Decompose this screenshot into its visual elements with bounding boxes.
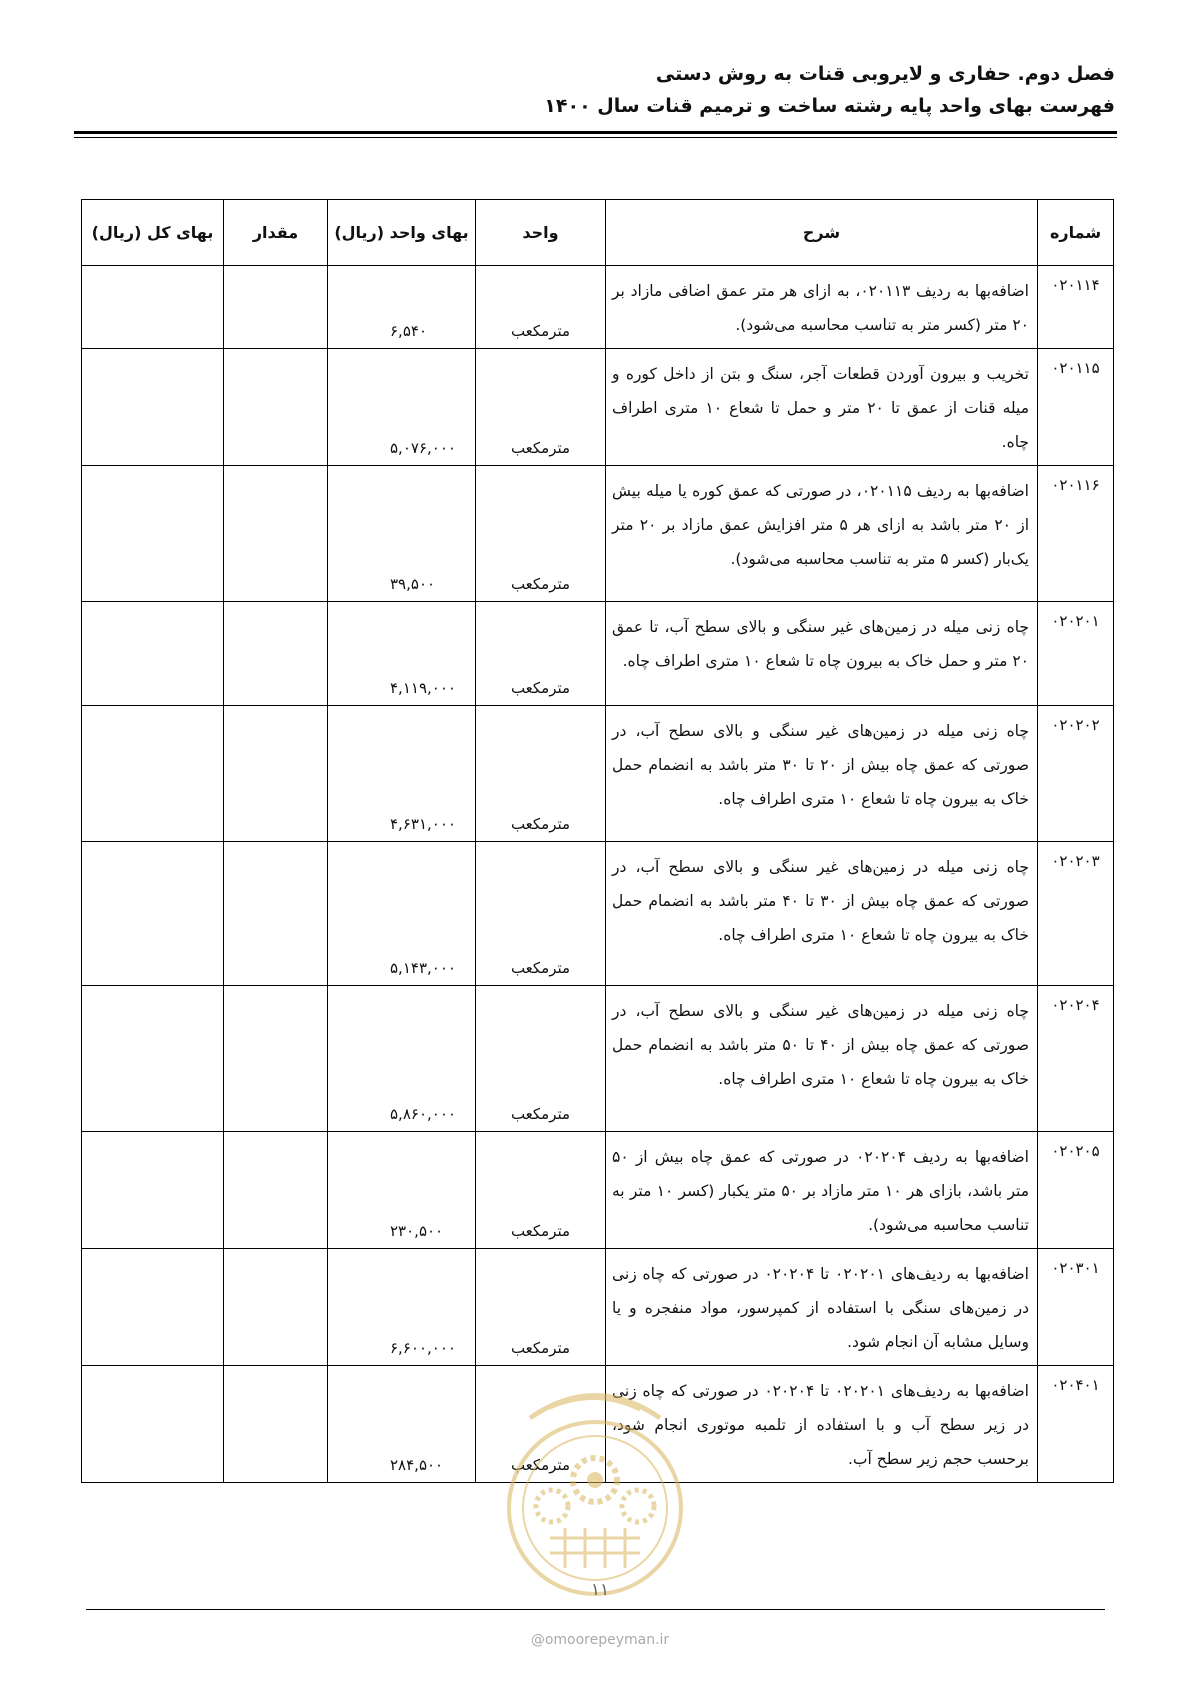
row-number: ۰۲۰۲۰۳ (1038, 842, 1114, 986)
row-number: ۰۲۰۲۰۵ (1038, 1132, 1114, 1249)
row-total-price (82, 842, 224, 986)
table-row (82, 1249, 1114, 1366)
row-description: چاه زنی میله در زمین‌های غیر سنگی و بالای سطح آب، تا عمق ۲۰ متر و حمل خاک به بیرون چاه تا شعاع ۱۰ متری اطراف چاه. (606, 602, 1038, 706)
table-row (82, 349, 1114, 466)
row-unit-price: ۵,۸۶۰,۰۰۰ (328, 986, 476, 1132)
row-number: ۰۲۰۲۰۱ (1038, 602, 1114, 706)
row-total-price (82, 466, 224, 602)
header-unit-price: بهای واحد (ریال) (328, 200, 476, 266)
table-row (82, 602, 1114, 706)
table-row (82, 842, 1114, 986)
row-number: ۰۲۰۴۰۱ (1038, 1366, 1114, 1483)
row-quantity (224, 1249, 328, 1366)
row-unit-price: ۵,۱۴۳,۰۰۰ (328, 842, 476, 986)
row-unit-price: ۴,۶۳۱,۰۰۰ (328, 706, 476, 842)
row-number: ۰۲۰۲۰۲ (1038, 706, 1114, 842)
row-total-price (82, 349, 224, 466)
row-quantity (224, 466, 328, 602)
watermark-seal (490, 1378, 700, 1608)
page-header (76, 58, 1115, 122)
row-quantity (224, 842, 328, 986)
website-watermark: @omoorepeyman.ir (530, 1632, 670, 1648)
row-description: اضافه‌بها به ردیف‌های ۰۲۰۲۰۱ تا ۰۲۰۲۰۴ در صورتی که چاه زنی در زمین‌های سنگی با استفاده از کمپرسور، مواد منفجره و یا وسایل مشابه آن انجام شود. (606, 1249, 1038, 1366)
header-unit: واحد (476, 200, 606, 266)
row-description: چاه زنی میله در زمین‌های غیر سنگی و بالای سطح آب، در صورتی که عمق چاه بیش از ۲۰ تا ۳۰ متر باشد به انضمام حمل خاک به بیرون چاه تا شعاع ۱۰ متری اطراف چاه. (606, 706, 1038, 842)
row-number: ۰۲۰۱۱۴ (1038, 266, 1114, 349)
row-description: تخریب و بیرون آوردن قطعات آجر، سنگ و بتن از داخل کوره و میله قنات از عمق تا ۲۰ متر و حمل تا شعاع ۱۰ متری اطراف چاه. (606, 349, 1038, 466)
header-rule-thin (74, 137, 1117, 138)
row-total-price (82, 706, 224, 842)
row-total-price (82, 986, 224, 1132)
row-unit-price: ۶,۵۴۰ (328, 266, 476, 349)
row-unit-price: ۲۳۰,۵۰۰ (328, 1132, 476, 1249)
chapter-title: فصل دوم. حفاری و لایروبی قنات به روش دستی (655, 63, 1115, 85)
row-description: اضافه‌بها به ردیف ۰۲۰۲۰۴ در صورتی که عمق چاه بیش از ۵۰ متر باشد، بازای هر ۱۰ متر مازاد بر ۵۰ متر یکبار (کسر ۱۰ متر به تناسب محاسبه می‌شود). (606, 1132, 1038, 1249)
row-unit: مترمکعب (476, 349, 606, 466)
row-quantity (224, 1132, 328, 1249)
row-description: چاه زنی میله در زمین‌های غیر سنگی و بالای سطح آب، در صورتی که عمق چاه بیش از ۴۰ تا ۵۰ متر باشد به انضمام حمل خاک به بیرون چاه تا شعاع ۱۰ متری اطراف چاه. (606, 986, 1038, 1132)
row-total-price (82, 1249, 224, 1366)
row-unit-price: ۴,۱۱۹,۰۰۰ (328, 602, 476, 706)
row-unit: مترمکعب (476, 986, 606, 1132)
footer-rule (86, 1609, 1105, 1610)
row-total-price (82, 1132, 224, 1249)
row-description: اضافه‌بها به ردیف ۰۲۰۱۱۳، به ازای هر متر عمق اضافی مازاد بر ۲۰ متر (کسر متر به تناسب محاسبه می‌شود). (606, 266, 1038, 349)
row-quantity (224, 706, 328, 842)
row-description: اضافه‌بها به ردیف ۰۲۰۱۱۵، در صورتی که عمق کوره یا میله بیش از ۲۰ متر باشد به ازای هر ۵ متر افزایش عمق مازاد بر ۲۰ متر یک‌بار (کسر ۵ متر به تناسب محاسبه می‌شود). (606, 466, 1038, 602)
row-unit: مترمکعب (476, 706, 606, 842)
row-number: ۰۲۰۲۰۴ (1038, 986, 1114, 1132)
price-list-table (81, 199, 1114, 1483)
row-unit: مترمکعب (476, 602, 606, 706)
row-quantity (224, 986, 328, 1132)
table-row (82, 706, 1114, 842)
row-unit: مترمکعب (476, 842, 606, 986)
table-row (82, 986, 1114, 1132)
row-unit-price: ۵,۰۷۶,۰۰۰ (328, 349, 476, 466)
row-unit: مترمکعب (476, 466, 606, 602)
header-rule-thick (74, 131, 1117, 134)
table-row (82, 1132, 1114, 1249)
row-number: ۰۲۰۱۱۵ (1038, 349, 1114, 466)
row-description: چاه زنی میله در زمین‌های غیر سنگی و بالای سطح آب، در صورتی که عمق چاه بیش از ۳۰ تا ۴۰ متر باشد به انضمام حمل خاک به بیرون چاه تا شعاع ۱۰ متری اطراف چاه. (606, 842, 1038, 986)
header-description: شرح (606, 200, 1038, 266)
row-description: اضافه‌بها به ردیف‌های ۰۲۰۲۰۱ تا ۰۲۰۲۰۴ در صورتی که چاه زنی در زیر سطح آب و با استفاده از تلمبه موتوری انجام شود، برحسب حجم زیر سطح آب. (606, 1366, 1038, 1483)
row-quantity (224, 266, 328, 349)
header-number: شماره (1038, 200, 1114, 266)
row-unit-price: ۳۹,۵۰۰ (328, 466, 476, 602)
document-title: فهرست بهای واحد پایه رشته ساخت و ترمیم قنات سال ۱۴۰۰ (544, 95, 1115, 117)
row-unit: مترمکعب (476, 1366, 606, 1483)
header-total-price: بهای کل (ریال) (82, 200, 224, 266)
table-header-row (82, 200, 1114, 266)
row-unit-price: ۶,۶۰۰,۰۰۰ (328, 1249, 476, 1366)
row-number: ۰۲۰۱۱۶ (1038, 466, 1114, 602)
table-row (82, 266, 1114, 349)
row-total-price (82, 1366, 224, 1483)
row-number: ۰۲۰۳۰۱ (1038, 1249, 1114, 1366)
row-total-price (82, 266, 224, 349)
row-unit: مترمکعب (476, 1132, 606, 1249)
row-unit: مترمکعب (476, 266, 606, 349)
table-row (82, 466, 1114, 602)
row-unit: مترمکعب (476, 1249, 606, 1366)
row-total-price (82, 602, 224, 706)
row-quantity (224, 349, 328, 466)
page-number: ۱۱ (590, 1580, 610, 1600)
row-quantity (224, 1366, 328, 1483)
header-quantity: مقدار (224, 200, 328, 266)
row-quantity (224, 602, 328, 706)
row-unit-price: ۲۸۴,۵۰۰ (328, 1366, 476, 1483)
